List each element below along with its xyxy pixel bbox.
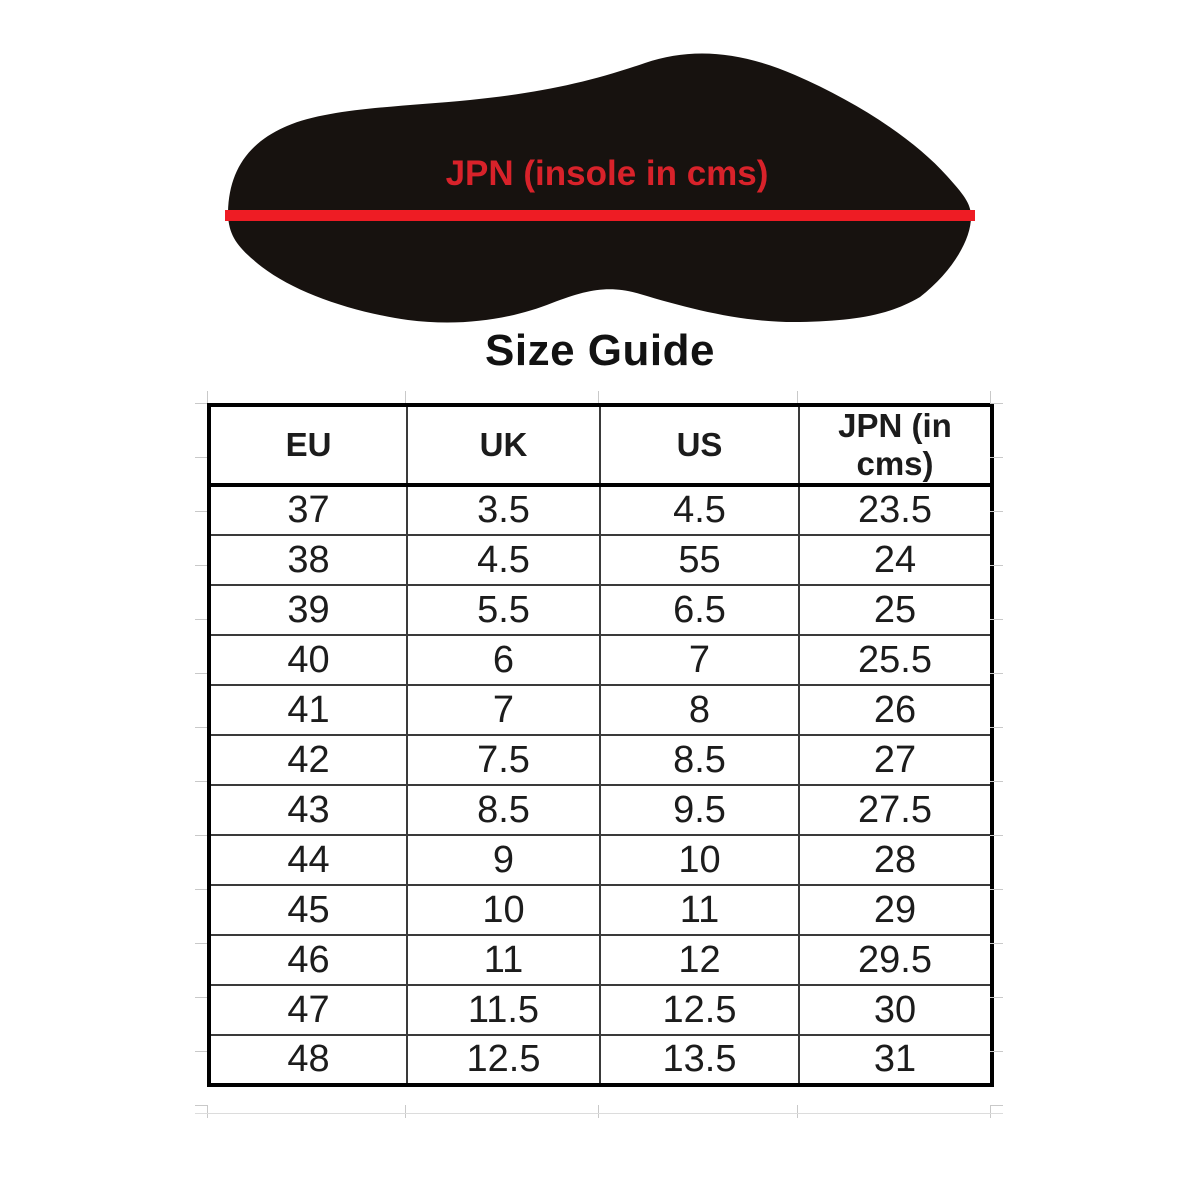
gridline-stub (207, 1105, 208, 1118)
table-row (209, 935, 992, 985)
size-cell: 5.5 (407, 585, 600, 635)
gridline-stub (195, 997, 207, 998)
size-cell: 46 (209, 935, 407, 985)
size-cell: 9 (407, 835, 600, 885)
size-cell: 11 (600, 885, 799, 935)
size-cell: 4.5 (600, 485, 799, 535)
gridline-stub (797, 1105, 798, 1118)
table-row (209, 885, 992, 935)
table-row (209, 735, 992, 785)
size-cell: 13.5 (600, 1035, 799, 1085)
table-row (209, 485, 992, 535)
gridline-stub (990, 457, 1003, 458)
size-cell: 48 (209, 1035, 407, 1085)
gridline-stub (990, 1105, 1003, 1106)
size-cell: 41 (209, 685, 407, 735)
size-cell: 39 (209, 585, 407, 635)
size-cell: 30 (799, 985, 992, 1035)
size-cell: 8 (600, 685, 799, 735)
gridline-stub (990, 391, 991, 403)
size-cell: 43 (209, 785, 407, 835)
size-cell: 9.5 (600, 785, 799, 835)
size-cell: 10 (600, 835, 799, 885)
table-row (209, 685, 992, 735)
gridline-stub (195, 943, 207, 944)
size-cell: 7 (407, 685, 600, 735)
size-cell: 25.5 (799, 635, 992, 685)
gridline-stub (990, 1051, 1003, 1052)
gridline-stub (195, 835, 207, 836)
gridline-stub (797, 391, 798, 403)
gridline-stub (405, 1105, 406, 1118)
gridline-stub (990, 781, 1003, 782)
size-cell: 6 (407, 635, 600, 685)
page-title: Size Guide (485, 326, 715, 375)
gridline-stub (990, 619, 1003, 620)
size-cell: 8.5 (600, 735, 799, 785)
gridline-stub (990, 835, 1003, 836)
gridline-stub (195, 1105, 207, 1106)
column-header: US (600, 405, 799, 485)
gridline-stub (598, 1105, 599, 1118)
size-cell: 12 (600, 935, 799, 985)
gridline-stub (990, 889, 1003, 890)
size-cell: 25 (799, 585, 992, 635)
size-cell: 26 (799, 685, 992, 735)
size-cell: 45 (209, 885, 407, 935)
table-row (209, 985, 992, 1035)
gridline-stub (195, 619, 207, 620)
table-row (209, 635, 992, 685)
gridline-stub (195, 673, 207, 674)
gridline-stub (990, 727, 1003, 728)
gridline-stub (990, 403, 1003, 404)
table-row (209, 1035, 992, 1085)
size-cell: 44 (209, 835, 407, 885)
size-cell: 31 (799, 1035, 992, 1085)
size-cell: 27 (799, 735, 992, 785)
gridline-stub (195, 1113, 1003, 1114)
size-cell: 29.5 (799, 935, 992, 985)
table-row (209, 585, 992, 635)
size-cell: 11 (407, 935, 600, 985)
size-cell: 10 (407, 885, 600, 935)
gridline-stub (990, 1105, 991, 1118)
gridline-stub (207, 391, 208, 403)
gridline-stub (195, 403, 207, 404)
table-row (209, 535, 992, 585)
gridline-stub (990, 565, 1003, 566)
size-cell: 7 (600, 635, 799, 685)
size-cell: 12.5 (600, 985, 799, 1035)
table-row (209, 835, 992, 885)
column-header: UK (407, 405, 600, 485)
gridline-stub (195, 727, 207, 728)
size-cell: 3.5 (407, 485, 600, 535)
gridline-stub (990, 997, 1003, 998)
size-cell: 40 (209, 635, 407, 685)
table-header-row (209, 405, 992, 485)
gridline-stub (195, 565, 207, 566)
size-cell: 28 (799, 835, 992, 885)
size-cell: 4.5 (407, 535, 600, 585)
size-cell: 37 (209, 485, 407, 535)
gridline-stub (195, 1051, 207, 1052)
insole-label: JPN (insole in cms) (445, 154, 769, 193)
table-row (209, 785, 992, 835)
size-cell: 47 (209, 985, 407, 1035)
size-cell: 11.5 (407, 985, 600, 1035)
column-header: EU (209, 405, 407, 485)
size-cell: 6.5 (600, 585, 799, 635)
size-cell: 55 (600, 535, 799, 585)
gridline-stub (195, 511, 207, 512)
size-cell: 12.5 (407, 1035, 600, 1085)
size-cell: 27.5 (799, 785, 992, 835)
gridline-stub (990, 673, 1003, 674)
insole-measure-line (225, 210, 975, 221)
gridline-stub (195, 889, 207, 890)
column-header: JPN (in cms) (799, 405, 992, 485)
size-cell: 24 (799, 535, 992, 585)
size-cell: 7.5 (407, 735, 600, 785)
gridline-stub (195, 457, 207, 458)
gridline-stub (405, 391, 406, 403)
size-cell: 38 (209, 535, 407, 585)
gridline-stub (195, 781, 207, 782)
gridline-stub (990, 511, 1003, 512)
gridline-stub (598, 391, 599, 403)
size-cell: 8.5 (407, 785, 600, 835)
insole-image (0, 0, 1200, 345)
size-cell: 42 (209, 735, 407, 785)
size-cell: 29 (799, 885, 992, 935)
gridline-stub (990, 943, 1003, 944)
size-cell: 23.5 (799, 485, 992, 535)
size-guide-table (207, 403, 994, 1087)
